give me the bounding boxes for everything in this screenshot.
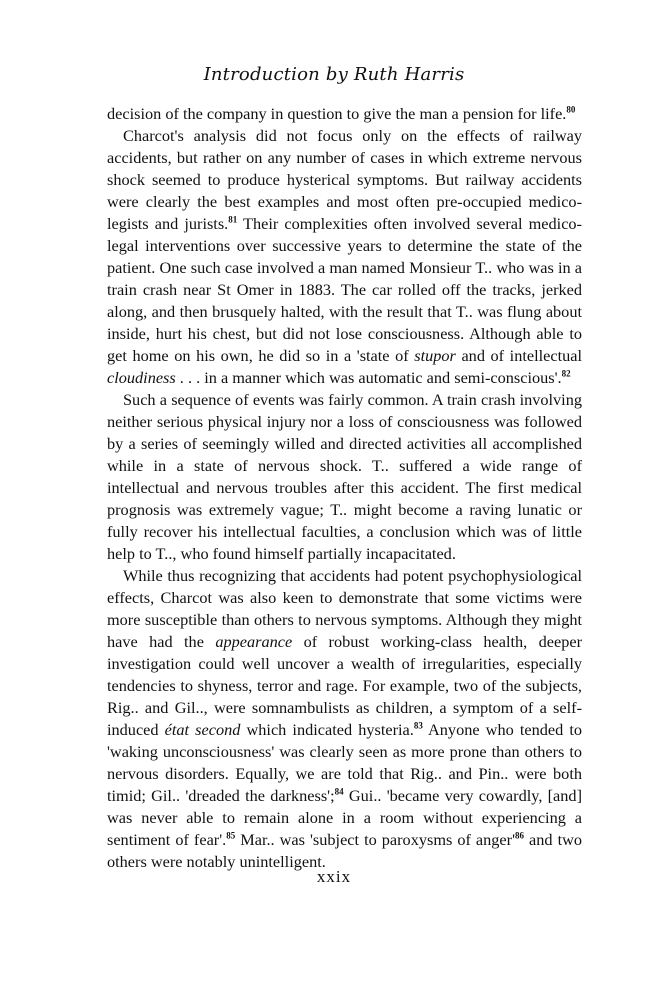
footnote-ref: 86 <box>515 830 525 841</box>
paragraph <box>107 125 582 389</box>
text-run: Such a sequence of events was fairly common. A train crash involving neither serious physical injury nor a loss of consciousness was followed by a series of seemingly willed and directed activities all accomplished while in a state of nervous shock. T.. suffered a wide range of intellectual and nervous troubles after this accident. The first medical prognosis was extremely vague; T.. might become a raving lunatic or fully recover his intellectual faculties, a conclusion which was of little help to T.., who found himself partially incapacitated. <box>107 390 582 563</box>
text-run: . . . in a manner which was automatic and semi-conscious'. <box>175 368 562 387</box>
italic-text: stupor <box>414 346 456 365</box>
text-run: of robust working-class health, deeper investigation could well uncover a wealth of irregularities, especially tendencies to shyness, terror and rage. For example, two of the subjects, Rig.. and Gil.., were somnambulists as children, a symptom of a self-induced <box>107 632 583 739</box>
footnote-ref: 83 <box>413 720 423 731</box>
footnote-ref: 85 <box>226 830 236 841</box>
paragraph <box>107 565 582 873</box>
text-run: Charcot's analysis did not focus only on the effects of railway accidents, but rather on any number of cases in which extreme nervous shock seemed to produce hysterical symptoms. But railway accidents were clearly the best examples and most often pre-occupied medico-legists and jurists. <box>107 126 582 233</box>
text-run: While thus recognizing that accidents had potent psychophysiological effects, Charcot was also keen to demonstrate that some victims were more susceptible than others to nervous symptoms. Although they might have had the <box>107 566 582 651</box>
footnote-ref: 84 <box>334 786 344 797</box>
paragraph <box>107 103 582 125</box>
text-run: and two others were notably unintelligent. <box>107 830 583 871</box>
italic-text: état second <box>164 720 241 739</box>
paragraph <box>107 389 582 565</box>
text-run: Anyone who tended to 'waking unconsciousness' was clearly seen as more prone than others to nervous disorders. Equally, we are told that Rig.. and Pin.. were both timid; Gil.. 'dreaded the darkness'; <box>107 720 583 805</box>
footnote-ref: 80 <box>566 104 576 115</box>
text-run: Mar.. was 'subject to paroxysms of anger' <box>235 830 516 849</box>
text-run: Their complexities often involved several medico-legal interventions over successive years to determine the state of the patient. One such case involved a man named Monsieur T.. who was in a train crash near St Omer in 1883. The car rolled off the tracks, jerked along, and then brusquely halted, with the result that T.. was flung about inside, hurt his chest, but did not lose consciousness. Although able to get home on his own, he did so in a 'state of <box>107 214 582 365</box>
italic-text: appearance <box>215 632 293 651</box>
footnote-ref: 82 <box>561 368 571 379</box>
text-run: decision of the company in question to give the man a pension for life. <box>107 104 567 123</box>
running-head: Introduction by Ruth Harris <box>203 64 465 85</box>
page-number: xxix <box>316 867 352 886</box>
italic-text: cloudiness <box>107 368 176 387</box>
text-run: which indicated hysteria. <box>240 720 414 739</box>
text-run: and of intellectual <box>455 346 583 365</box>
text-run: Gui.. 'became very cowardly, [and] was never able to remain alone in a room without experiencing a sentiment of fear'. <box>107 786 582 849</box>
body-text <box>107 103 582 873</box>
footnote-ref: 81 <box>228 214 238 225</box>
